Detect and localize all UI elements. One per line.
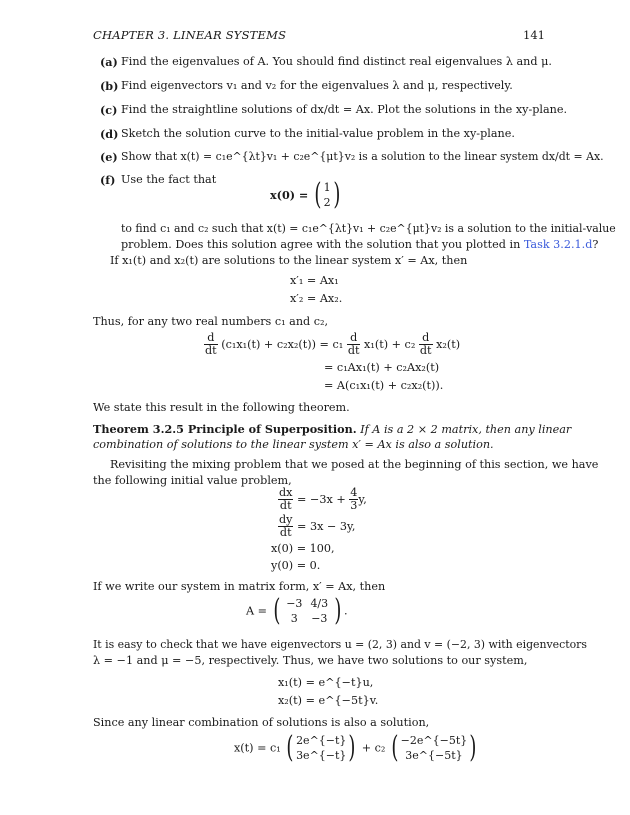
item-label: (c) [100,103,118,117]
right-paren: ) [332,177,340,212]
equation-line: = A(c₁x₁(t) + c₂x₂(t)). [324,379,444,392]
matrix-tail: . [344,604,348,618]
item-f-continuation-2 [121,238,598,251]
ic-top: 1 [323,181,331,194]
a12: 4/3 [310,597,329,610]
rhs-tail: y, [358,493,367,506]
item-text: Sketch the solution curve to the initial-value problem in the xy-plane. [121,127,515,140]
frac-den: dt [347,344,360,357]
left-paren: ( [314,177,322,212]
paragraph: λ = −1 and μ = −5, respectively. Thus, we have two solutions to our system, [93,654,528,667]
ivp-dx-equation [278,487,367,512]
v2-top: −2e^{−5t} [400,734,468,747]
item-f-continuation: to find c₁ and c₂ such that x(t) = c₁e^{λt}v₁ + c₂e^{μt}v₂ is a solution to the initial-value [121,222,616,235]
item-text: Find the straightline solutions of dx/dt = Ax. Plot the solutions in the xy-plane. [121,103,568,116]
left-paren: ( [272,593,280,628]
frac-num: d [347,332,361,345]
item-text: Find eigenvectors v₁ and v₂ for the eigenvalues λ and μ, respectively. [121,79,513,92]
d-dt-fraction [419,332,433,357]
eq-rhs-mid: x₁(t) + c₂ [364,338,416,351]
ivp-dy-equation [278,514,355,539]
rhs: = 3x − 3y, [297,520,356,533]
item-text: Use the fact that [121,173,217,186]
ic-bottom: 2 [323,196,331,209]
solution-line: x₂(t) = e^{−5t}v. [278,694,379,707]
paragraph: If we write our system in matrix form, x′ = Ax, then [93,580,386,593]
ivp-x0: x(0) = 100, [271,542,335,555]
equation-line: = c₁Ax₁(t) + c₂Ax₂(t) [324,361,440,374]
item-label: (b) [100,79,119,93]
paragraph: Since any linear combination of solutions is also a solution, [93,716,430,729]
gs-lhs: x(t) = c₁ [234,741,281,755]
frac-num: 4 [350,486,358,499]
eq-rhs-end: x₂(t) [436,338,461,351]
frac-den: dt [419,344,432,357]
item-label: (e) [100,150,118,164]
item-text: Show that x(t) = c₁e^{λt}v₁ + c₂e^{μt}v₂ is a solution to the linear system dx/dt = Ax. [121,150,604,163]
theorem-body-2: combination of solutions to the linear system x′ = Ax is also a solution. [93,438,494,451]
frac-num: dy [279,513,293,526]
paragraph: It is easy to check that we have eigenvectors u = (2, 3) and v = (−2, 3) with eigenvectors [93,638,587,651]
frac-den: dt [279,526,292,539]
paragraph: Thus, for any two real numbers c₁ and c₂, [93,315,329,328]
frac-num: d [419,332,433,345]
vector-2 [401,733,468,763]
matrix-lhs: A = [246,604,268,618]
paragraph: If x₁(t) and x₂(t) are solutions to the linear system x′ = Ax, then [110,254,468,267]
dy-dt-fraction [278,514,293,539]
equation-line: x′₁ = Ax₁ [290,274,339,287]
ic-vector [324,180,331,210]
v1-top: 2e^{−t} [296,734,347,747]
frac-den: dt [205,344,217,357]
rhs: = −3x + [297,493,346,506]
right-paren: ) [334,593,342,628]
superposition-derivation [204,332,460,357]
v2-bottom: 3e^{−5t} [405,749,463,762]
solution-line: x₁(t) = e^{−t}u, [278,676,374,689]
running-header: CHAPTER 3. LINEAR SYSTEMS [93,28,287,42]
item-label: (a) [100,55,118,69]
left-paren: ( [286,730,294,765]
a11: −3 [286,597,303,610]
frac-num: dx [279,486,293,499]
theorem-heading: Theorem 3.2.5 Principle of Superposition. [93,422,357,436]
general-solution [234,730,479,765]
matrix-a-equation [246,593,348,628]
a22: −3 [311,612,328,625]
item-f-text: problem. Does this solution agree with the solution that you plotted in [121,238,521,251]
eq-rhs-coef: c₁ [332,338,344,351]
right-paren: ) [348,730,356,765]
item-label: (d) [100,127,119,141]
frac-den: dt [279,499,292,512]
paragraph: the following initial value problem, [93,474,292,487]
paragraph: Revisiting the mixing problem that we posed at the beginning of this section, we have [110,458,599,471]
ivp-y0: y(0) = 0. [271,559,321,572]
frac-num: d [204,332,218,345]
vector-1 [296,733,346,763]
task-link[interactable]: Task 3.2.1.d [523,238,593,251]
equation-line: x′₂ = Ax₂. [290,292,343,305]
d-dt-fraction [204,332,218,357]
d-dt-fraction [347,332,361,357]
matrix [282,596,332,626]
a21: 3 [290,612,298,625]
question-mark: ? [592,238,599,251]
v1-bottom: 3e^{−t} [296,749,347,762]
paragraph: We state this result in the following theorem. [93,401,350,414]
theorem [93,422,571,436]
gs-mid: + c₂ [361,741,386,755]
item-text: Find the eigenvalues of A. You should find distinct real eigenvalues λ and μ. [121,55,552,68]
dx-dt-fraction [278,487,293,512]
page-number: 141 [523,28,545,42]
ic-lhs: x(0) = [270,188,309,202]
theorem-body: If A is a 2 × 2 matrix, then any linear [360,423,572,436]
item-label: (f) [100,173,116,187]
right-paren: ) [469,730,477,765]
eq-lhs: (c₁x₁(t) + c₂x₂(t)) = [221,338,329,351]
left-paren: ( [391,730,399,765]
initial-condition-equation [270,177,342,212]
frac-den: 3 [350,499,358,512]
